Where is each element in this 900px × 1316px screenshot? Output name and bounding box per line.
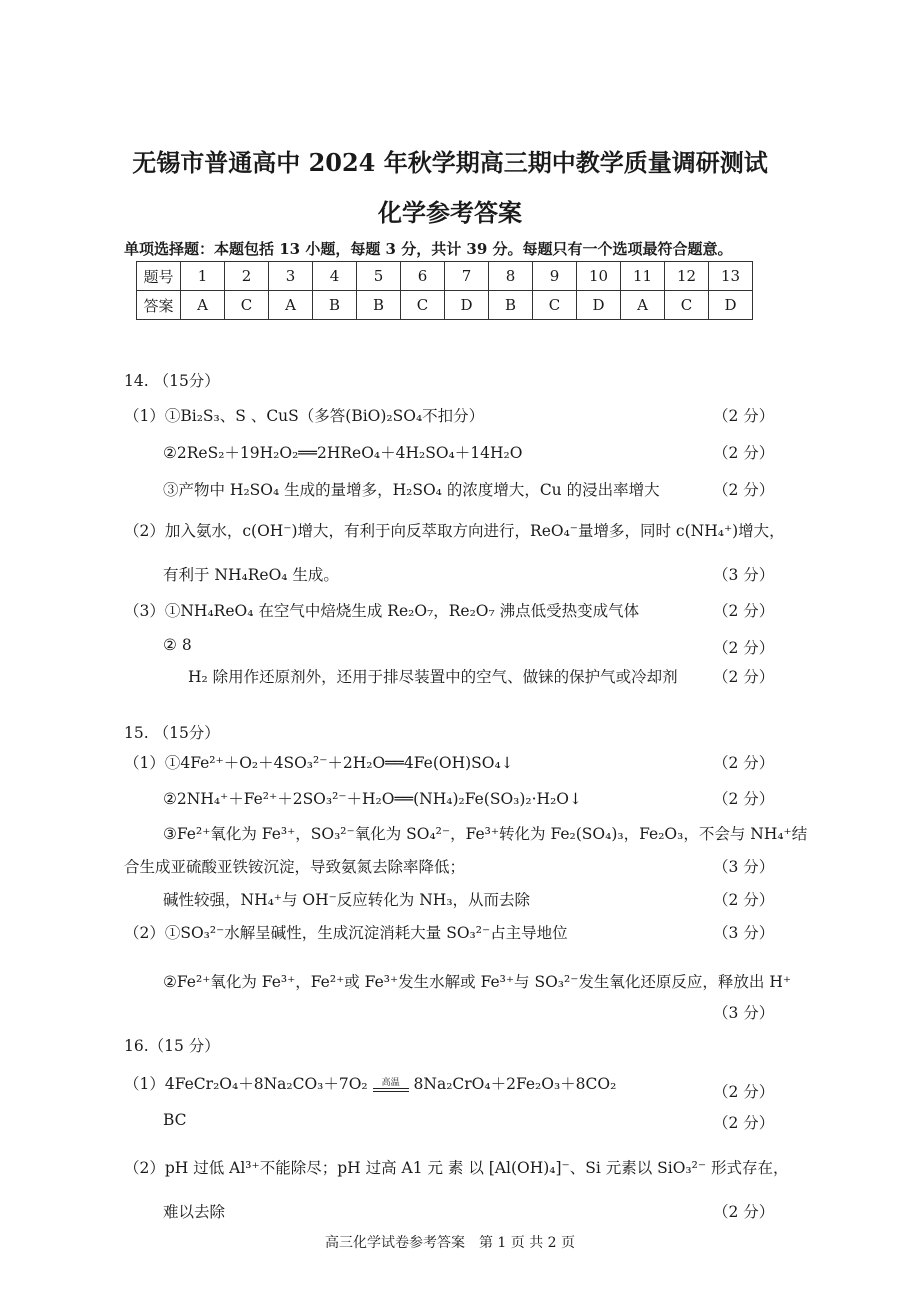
question-14-heading: 14. （15分） bbox=[124, 372, 220, 390]
page-title: 无锡市普通高中 2024 年秋学期高三期中教学质量调研测试 bbox=[132, 148, 768, 177]
q14-part1-prefix: （1）① bbox=[124, 407, 181, 425]
score-label: （2 分） bbox=[713, 790, 775, 808]
answer-cell: A bbox=[181, 291, 225, 320]
score-label: （3 分） bbox=[713, 858, 775, 876]
score-label: （2 分） bbox=[713, 444, 775, 462]
answer-cell: D bbox=[577, 291, 621, 320]
answer-cell: B bbox=[313, 291, 357, 320]
q16-part2-continued: 难以去除 bbox=[163, 1203, 226, 1221]
answer-cell: C bbox=[533, 291, 577, 320]
table-row-numbers bbox=[137, 262, 753, 291]
question-number: 2 bbox=[225, 262, 269, 291]
question-number: 12 bbox=[665, 262, 709, 291]
q14-part1-text: Bi₂S₃、S 、CuS（多答(BiO)₂SO₄不扣分） bbox=[180, 407, 485, 425]
score-label: （3 分） bbox=[713, 924, 775, 942]
q16-part2-answer: （2）pH 过低 Al³⁺不能除尽；pH 过高 A1 元 素 以 [Al(OH)₄]⁻、Si 元素以 SiO₃²⁻ 形式存在， bbox=[124, 1159, 789, 1177]
score-label: （2 分） bbox=[713, 754, 775, 772]
table-row-label: 答案 bbox=[137, 291, 181, 320]
q15-part2-answer: （2）①SO₃²⁻水解呈碱性，生成沉淀消耗大量 SO₃²⁻占主导地位 bbox=[124, 924, 568, 942]
q14-part1c-answer: ③产物中 H₂SO₄ 生成的量增多，H₂SO₄ 的浓度增大，Cu 的浸出率增大 bbox=[163, 481, 660, 499]
table-row-answers bbox=[137, 291, 753, 320]
section-intro: 单项选择题：本题包括 13 小题，每题 3 分，共计 39 分。每题只有一个选项最符合题意。 bbox=[124, 240, 733, 258]
q15-part1e-answer: 碱性较强，NH₄⁺与 OH⁻反应转化为 NH₃，从而去除 bbox=[163, 891, 531, 909]
score-label: （2 分） bbox=[713, 639, 775, 657]
q14-part2-answer: （2）加入氨水，c(OH⁻)增大，有利于向反萃取方向进行，ReO₄⁻量增多，同时 c(NH₄⁺)增大， bbox=[124, 522, 785, 540]
reaction-arrow bbox=[373, 1079, 409, 1092]
answer-cell: B bbox=[489, 291, 533, 320]
q15-part1c-continued: 合生成亚硫酸亚铁铵沉淀，导致氨氮去除率降低； bbox=[124, 858, 466, 876]
question-15-heading: 15. （15分） bbox=[124, 724, 220, 742]
score-label: （2 分） bbox=[713, 481, 775, 499]
question-number: 1 bbox=[181, 262, 225, 291]
q15-part1b-answer: ②2NH₄⁺＋Fe²⁺＋2SO₃²⁻＋H₂O══(NH₄)₂Fe(SO₃)₂·H₂O↓ bbox=[163, 790, 582, 808]
question-number: 8 bbox=[489, 262, 533, 291]
score-label: （2 分） bbox=[713, 1114, 775, 1132]
answer-cell: B bbox=[357, 291, 401, 320]
q14-part3-answer: （3）①NH₄ReO₄ 在空气中焙烧生成 Re₂O₇，Re₂O₇ 沸点低受热变成气体 bbox=[124, 602, 640, 620]
question-number: 10 bbox=[577, 262, 621, 291]
answer-table bbox=[136, 261, 753, 320]
score-label: （3 分） bbox=[713, 566, 775, 584]
score-label: （2 分） bbox=[713, 407, 775, 425]
answer-cell: C bbox=[401, 291, 445, 320]
equals-sign-icon bbox=[373, 1088, 409, 1092]
answer-cell: A bbox=[269, 291, 313, 320]
score-label: （3 分） bbox=[713, 1004, 775, 1022]
question-number: 6 bbox=[401, 262, 445, 291]
score-label: （2 分） bbox=[713, 1083, 775, 1101]
answer-cell: D bbox=[445, 291, 489, 320]
answer-cell: A bbox=[621, 291, 665, 320]
q15-part2b-answer: ②Fe²⁺氧化为 Fe³⁺，Fe²⁺或 Fe³⁺发生水解或 Fe³⁺与 SO₃²⁻发生氧化还原反应，释放出 H⁺ bbox=[163, 973, 792, 991]
q16-part1b-answer: BC bbox=[163, 1111, 187, 1129]
reaction-condition: 高温 bbox=[381, 1077, 400, 1088]
question-number: 5 bbox=[357, 262, 401, 291]
q14-part3c-answer: H₂ 除用作还原剂外，还用于排尽装置中的空气、做铼的保护气或冷却剂 bbox=[188, 668, 678, 686]
score-label: （2 分） bbox=[713, 668, 775, 686]
score-label: （2 分） bbox=[713, 891, 775, 909]
q15-part1-answer: （1）①4Fe²⁺＋O₂＋4SO₃²⁻＋2H₂O══4Fe(OH)SO₄↓ bbox=[124, 754, 514, 772]
q14-part3b-answer: ② 8 bbox=[163, 636, 192, 654]
answer-cell: C bbox=[225, 291, 269, 320]
equation-reactants: （1）4FeCr₂O₄＋8Na₂CO₃＋7O₂ bbox=[124, 1075, 368, 1093]
question-number: 9 bbox=[533, 262, 577, 291]
equation-products: 8Na₂CrO₄＋2Fe₂O₃＋8CO₂ bbox=[413, 1075, 617, 1093]
answer-cell: C bbox=[665, 291, 709, 320]
q15-part1c-answer: ③Fe²⁺氧化为 Fe³⁺，SO₃²⁻氧化为 SO₄²⁻，Fe³⁺转化为 Fe₂(SO₄)₃，Fe₂O₃，不会与 NH₄⁺结 bbox=[163, 825, 808, 843]
q14-part1b-answer: ②2ReS₂＋19H₂O₂══2HReO₄＋4H₂SO₄＋14H₂O bbox=[163, 444, 523, 462]
question-number: 13 bbox=[709, 262, 753, 291]
question-16-heading: 16.（15 分） bbox=[124, 1037, 220, 1055]
q14-part2-continued: 有利于 NH₄ReO₄ 生成。 bbox=[163, 566, 339, 584]
question-number: 11 bbox=[621, 262, 665, 291]
score-label: （2 分） bbox=[713, 602, 775, 620]
answer-cell: D bbox=[709, 291, 753, 320]
q14-part1-answer bbox=[124, 404, 484, 426]
page-subtitle: 化学参考答案 bbox=[378, 198, 522, 227]
question-number: 3 bbox=[269, 262, 313, 291]
question-number: 7 bbox=[445, 262, 489, 291]
score-label: （2 分） bbox=[713, 1203, 775, 1221]
question-number: 4 bbox=[313, 262, 357, 291]
table-row-label: 题号 bbox=[137, 262, 181, 291]
q16-part1-equation bbox=[124, 1072, 616, 1094]
page-footer: 高三化学试卷参考答案 第 1 页 共 2 页 bbox=[324, 1235, 576, 1251]
